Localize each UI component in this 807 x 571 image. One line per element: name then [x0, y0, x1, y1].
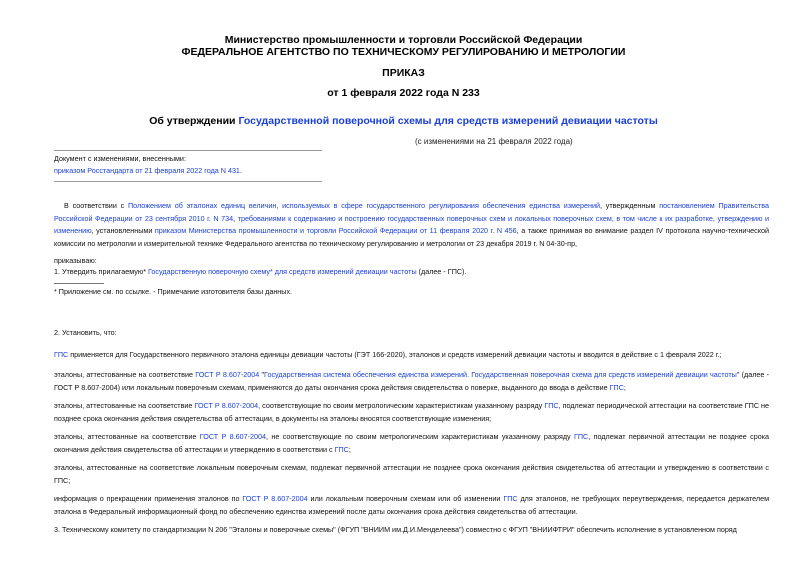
gps-link[interactable]: ГПС	[544, 401, 559, 410]
gps-link[interactable]: ГПС	[54, 350, 69, 359]
gps-link[interactable]: ГПС	[334, 444, 349, 454]
paragraph-local-schemes: эталоны, аттестованные на соответствие локальным поверочным схемам, подлежат первичной аттестации не позднее срока окончания действия свидетельства об аттестации и утверждению в соответствии с ГПС;	[54, 463, 769, 485]
p5-text-4: ;	[348, 444, 351, 454]
paragraph-standards-1	[54, 369, 769, 394]
order-date: от 1 февраля 2022 года N 233	[327, 87, 480, 99]
paragraph-information	[54, 493, 769, 518]
p4-text-3: , подлежат периодической аттестации на соответствие ГПС не позднее срока окончания действия свидетельства об аттестации, в документы на эталоны вносятся соответствующие изменения;	[54, 401, 770, 423]
p5-text-1: эталоны, аттестованные на соответствие	[54, 432, 200, 441]
government-decree-link[interactable]: постановлением Правительства Российской Федерации от 23 сентября 2010 г. N 734	[54, 201, 769, 223]
p3-text-4: ;	[623, 382, 626, 392]
gost-link[interactable]: ГОСТ Р 8.607-2004	[199, 432, 266, 441]
gps-scheme-link[interactable]: Государственную поверочную схему	[148, 267, 270, 276]
amended-note: (с изменениями на 21 февраля 2022 года)	[415, 137, 573, 146]
regulation-link[interactable]: Положением об эталонах единиц величин, используемых в сфере государственного регулирования обеспечения единства измерений	[128, 201, 600, 210]
item-3: 3. Техническому комитету по стандартизации N 206 "Эталоны и поверочные схемы" (ФГУП "ВНИИМ им.Д.И.Менделеева") совместно с ФГУП "ВНИИФТРИ" обеспечить исполнение в установленном поряд	[54, 525, 737, 534]
changes-link[interactable]: приказом Росстандарта от 21 февраля 2022 года N 431	[54, 166, 240, 175]
preamble-text-1: В соответствии с	[64, 201, 129, 210]
paragraph-gps-text: применяется для Государственного первичного эталона единицы девиации частоты (ГЭТ 166-2020), эталонов и средств измерений девиации частоты и вводится в действие с 1 февраля 2022 г.;	[68, 350, 722, 359]
changes-entry	[54, 165, 242, 178]
ministry-name: Министерство промышленности и торговли Российской Федерации	[224, 34, 583, 46]
gost-link[interactable]: ГОСТ Р 8.607-2004	[194, 401, 259, 410]
p4-text-2: , соответствующие по своим метрологическим характеристикам указанному разряду	[258, 401, 545, 410]
p4-text-1: эталоны, аттестованные на соответствие	[54, 401, 195, 410]
item-1-tail: (далее - ГПС).	[416, 267, 467, 276]
item-1-text: 1. Утвердить прилагаемую*	[54, 267, 149, 276]
p3-text-1: эталоны, аттестованные на соответствие	[54, 370, 196, 379]
p3-text-3: " (далее - ГОСТ Р 8.607-2004) или локальным поверочным схемам, применяются до даты окончания срока действия свидетельства о поверке, выданного до ввода в действие	[54, 370, 769, 392]
paragraph-standards-3	[54, 431, 769, 456]
preamble-text-2: , утвержденным	[600, 201, 660, 210]
item-1	[54, 266, 466, 279]
title-prefix: Об утверждении	[149, 115, 239, 127]
ministry-order-link[interactable]: приказом Министерства промышленности и торговли Российской Федерации от 11 февраля 2020 г. N 456	[154, 226, 517, 235]
paragraph-standards-2	[54, 400, 769, 425]
gost-title-link[interactable]: Государственная система обеспечения единства измерений. Государственная поверочная схема для средств измерений девиации частоты	[264, 370, 737, 379]
gost-link[interactable]: ГОСТ Р 8.607-2004	[195, 370, 260, 379]
order-heading: ПРИКАЗ	[382, 67, 425, 79]
changes-top-rule	[54, 150, 322, 151]
document-title	[0, 115, 807, 127]
changes-label: Документ с изменениями, внесенными:	[54, 154, 186, 163]
order-word: приказываю:	[54, 256, 97, 265]
gps-scheme-link-tail[interactable]: * для средств измерений девиации частоты	[269, 267, 417, 276]
agency-name: ФЕДЕРАЛЬНОЕ АГЕНТСТВО ПО ТЕХНИЧЕСКОМУ РЕГУЛИРОВАНИЮ И МЕТРОЛОГИИ	[181, 46, 626, 58]
changes-bottom-rule	[54, 181, 322, 182]
p7-text-2: или локальным поверочным схемам или об изменении	[307, 494, 504, 503]
p3-text-2: "	[259, 370, 265, 379]
gps-link[interactable]: ГПС	[609, 382, 624, 392]
title-link[interactable]: Государственной поверочной схемы для средств измерений девиации частоты	[238, 115, 658, 127]
p5-text-2: , не соответствующие по своим метрологическим характеристикам указанному разряду	[266, 432, 574, 441]
preamble-paragraph	[54, 200, 769, 250]
preamble-text-5: , а также принимая во внимание раздел IV протокола научно-технической комиссии по метрологии и измерительной технике Федерального агентства по техническому регулированию и метрологии от 23 декабря 2019 г. N 04-30-пр,	[54, 226, 769, 248]
p7-text-1: информация о прекращении применения эталонов по	[54, 494, 243, 503]
p5-text-3: , подлежат первичной аттестации не позднее срока окончания действия свидетельства об аттестации и утверждению в соответствии с	[54, 432, 770, 454]
changes-tail: .	[239, 166, 242, 175]
requirements-link[interactable]: требованиями к содержанию и построению государственных поверочных схем и локальных поверочных схем, в том числе к их разработке, утверждению и изменению	[54, 213, 770, 235]
paragraph-gps	[54, 349, 769, 362]
preamble-text-3: ,	[233, 213, 238, 223]
preamble-text-4: , установленными	[91, 226, 155, 235]
footnote: * Приложение см. по ссылке. - Примечание изготовителя базы данных.	[54, 287, 293, 296]
item-2: 2. Установить, что:	[54, 328, 117, 337]
footnote-rule	[54, 283, 104, 284]
gps-link[interactable]: ГПС	[574, 432, 589, 441]
gost-link[interactable]: ГОСТ Р 8.607-2004	[242, 494, 308, 503]
gps-link[interactable]: ГПС	[503, 494, 518, 503]
p7-text-3: для эталонов, не требующих переутверждения, передается держателем эталона в Федеральный информационный фонд по обеспечению единства измерений после даты окончания срока действия свидетельства об аттестации.	[54, 494, 770, 516]
